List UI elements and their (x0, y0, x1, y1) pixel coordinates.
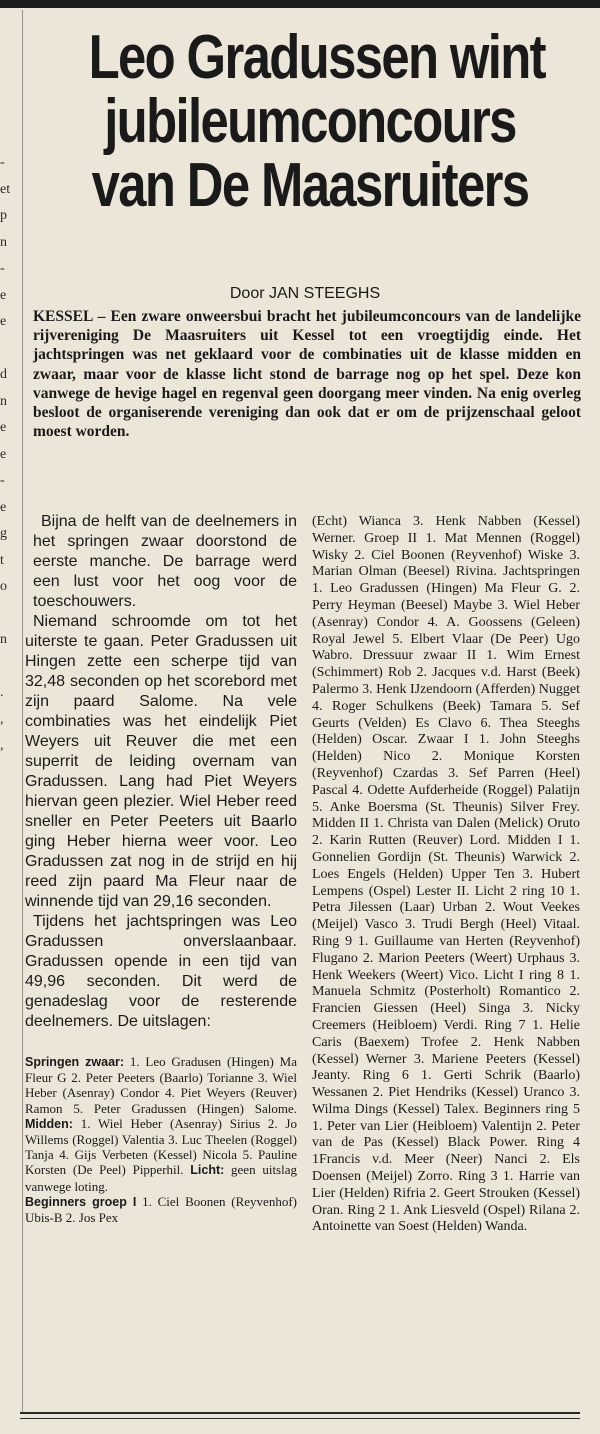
body-paragraph: Niemand schroomde om tot het uiterste te gaan. Peter Gradussen uit Hingen zette een scherpe tijd van 32,48 seconden op het scorebord met zijn paard Salome. Na vele combinaties was het eindelijk Piet Weyers uit Reuver die met een superrit de leiding overnam van Gradussen. Lang had Piet Weyers hiervan geen plezier. Wiel Heber reed sneller en Peter Peeters uit Baarlo ging Heber hierna weer voor. Leo Gradussen zat nog in de strijd en hij reed zijn paard Ma Fleur naar de winnende tijd van 29,16 seconden. (25, 613, 297, 910)
margin-fragment: p (0, 208, 7, 223)
intro-paragraph: KESSEL – Een zware onweersbui bracht het jubileumconcours van de landelijke rijvereniging De Maasruiters uit Kessel tot een vroegtijdig einde. Het jachtspringen was net geklaard voor de combinaties uit de klasse midden en zwaar, maar voor de klasse licht stond de barrage nog op het spel. Deze kon vanwege de hevige hagel en regenval geen doorgang meer vinden. Na enig overleg besloot de organiserende vereniging dan ook dat er om de prijzenschaal geloot moest worden. (33, 308, 581, 441)
results-column-right: (Echt) Wianca 3. Henk Nabben (Kessel) Werner. Groep II 1. Mat Mennen (Roggel) Wisky 2. Ciel Boonen (Reyvenhof) Wiske 3. Marian Olman (Beesel) Rivina. Jachtspringen 1. Leo Gradussen (Hingen) Ma Fleur G. 2. Perry Heyman (Beesel) Maybe 3. Wiel Heber (Asenray) Condor 4. A. Goossens (Geleen) Royal Jewel 5. Elbert Vlaar (De Peer) Ugo Wabro. Dressuur zwaar II 1. Wim Ernest (Schimmert) Rob 2. Jacques v.d. Harst (Beek) Palermo 3. Henk IJzendoorn (Afferden) Nugget 4. Roger Schulkens (Beek) Tamara 5. Sef Geurts (Velden) Es Clavo 6. Thea Steeghs (Helden) Oscar. Zwaar I 1. John Steeghs (Helden) Nico 2. Monique Korsten (Reyvenhof) Czardas 3. Sef Parren (Heel) Pascal 4. Odette Aufderheide (Roggel) Palatijn 5. Anke Boersma (St. Theunis) Silver Frey. Midden II 1. Christa van Dalen (Melick) Oruto 2. Karin Rutten (Reuver) Lord. Midden I 1. Gonnelien Gordijn (St. Theunis) Warwick 2. Loes Engels (Helden) Upper Ten 3. Hubert Lempens (Ospel) Lester II. Licht 2 ring 10 1. Petra Jilessen (Laar) Urban 2. Wout Veekes (Meijel) Vasco 3. Trudi Bergh (Heel) Vitaal. Ring 9 1. Guillaume van Herten (Reyvenhof) Flugano 2. Marion Peeters (Weert) Urphaus 3. Henk Weekers (Weert) Vico. Licht I ring 8 1. Manuela Schmitz (Posterholt) Romantico 2. Francien Giessen (Heel) Singa 3. Nicky Creemers (Heibloem) Verdi. Ring 7 1. Helie Caris (Baexem) Trofee 2. Henk Nabben (Kessel) Werner 3. Mariene Peeters (Kessel) Jeanty. Ring 6 1. Gerti Schrik (Baarlo) Wessanen 2. Piet Hendriks (Kessel) Uranco 3. Wilma Dings (Kessel) Talex. Beginners ring 5 1. Peter van Lier (Heibloem) Valentijn 2. Peter van de Pas (Kessel) Black Power. Ring 4 1Francis v.d. Meer (Neer) Nanci 2. Els Doensen (Meijel) Zorro. Ring 3 1. Harrie van Lier (Helden) Rifria 2. Geert Strouken (Kessel) Oran. Ring 2 1. Ank Liesveld (Ospel) Rilana 2. Antoinette van Soest (Helden) Wanda. (312, 514, 580, 1235)
margin-fragment: - (0, 261, 5, 276)
results-label: Licht: (190, 1163, 225, 1178)
margin-fragment: e (0, 499, 7, 515)
headline-line: van De Maasruiters (91, 151, 529, 220)
margin-fragment: e (0, 287, 7, 303)
results-label: Beginners groep I (25, 1194, 137, 1209)
margin-fragment: t (0, 552, 4, 568)
margin-fragment: g (0, 526, 7, 541)
margin-fragment: . (0, 685, 4, 700)
margin-fragment: n (0, 632, 7, 647)
margin-fragment: e (0, 446, 7, 462)
byline: Door JAN STEEGHS (229, 285, 381, 302)
headline (88, 23, 545, 220)
results-text: geen uitslag vanwege loting. (25, 1162, 297, 1194)
results-paragraph (25, 1054, 297, 1225)
headline-line: jubileumconcours (104, 87, 516, 156)
results-label: Midden: (25, 1116, 73, 1131)
column-divider (22, 10, 23, 1414)
bottom-rule (20, 1418, 580, 1419)
margin-fragment: - (0, 473, 5, 488)
results-text: 1. Ciel Boonen (Reyvenhof) Ubis-B 2. Jos Pex (25, 1193, 297, 1226)
margin-fragment (0, 336, 10, 363)
margin-fragment: e (0, 420, 7, 435)
margin-fragment: o (0, 579, 7, 594)
top-rule (0, 0, 600, 8)
body-column-left (25, 512, 297, 1225)
margin-fragment: , (0, 711, 4, 727)
margin-fragment: et (0, 181, 11, 197)
margin-fragment (0, 601, 10, 628)
margin-fragment: d (0, 367, 7, 382)
body-paragraph: Tijdens het jachtspringen was Leo Gradussen onverslaanbaar. Gradussen opende in een tijd van 49,96 seconden. Dit werd de genadeslag voor de resterende deelnemers. De uitslagen: (25, 913, 297, 1030)
margin-fragment (0, 654, 10, 681)
headline-line: Leo Gradussen wint (88, 23, 545, 92)
margin-fragment: n (0, 393, 7, 409)
results-text: 1. Wiel Heber (Asenray) Sirius 2. Jo Willems (Roggel) Valentia 3. Luc Theelen (Roggel) Tanja 4. Gijs Verbeten (Kessel) Nicola 5. Pauline Korsten (De Peel) Pipperhil. (25, 1115, 297, 1178)
margin-fragment: , (0, 738, 4, 753)
left-margin-fragments (0, 150, 10, 760)
results-label: Springen zwaar: (25, 1055, 125, 1069)
margin-fragment: - (0, 155, 5, 170)
body-paragraph: Bijna de helft van de deelnemers in het springen zwaar doorstond de eerste manche. De barrage werd een lust voor het oog voor de toeschouwers. (33, 513, 297, 610)
results-text: 1. Leo Gradusen (Hingen) Ma Fleur G 2. Peter Peeters (Baarlo) Torianne 3. Wiel Heber (Asenray) Condor 4. Piet Weyers (Reuver) Ramon 5. Peter Gradussen (Hingen) Salome. (25, 1054, 297, 1116)
bottom-rule (20, 1412, 580, 1414)
margin-fragment: n (0, 234, 7, 250)
margin-fragment: e (0, 314, 7, 329)
